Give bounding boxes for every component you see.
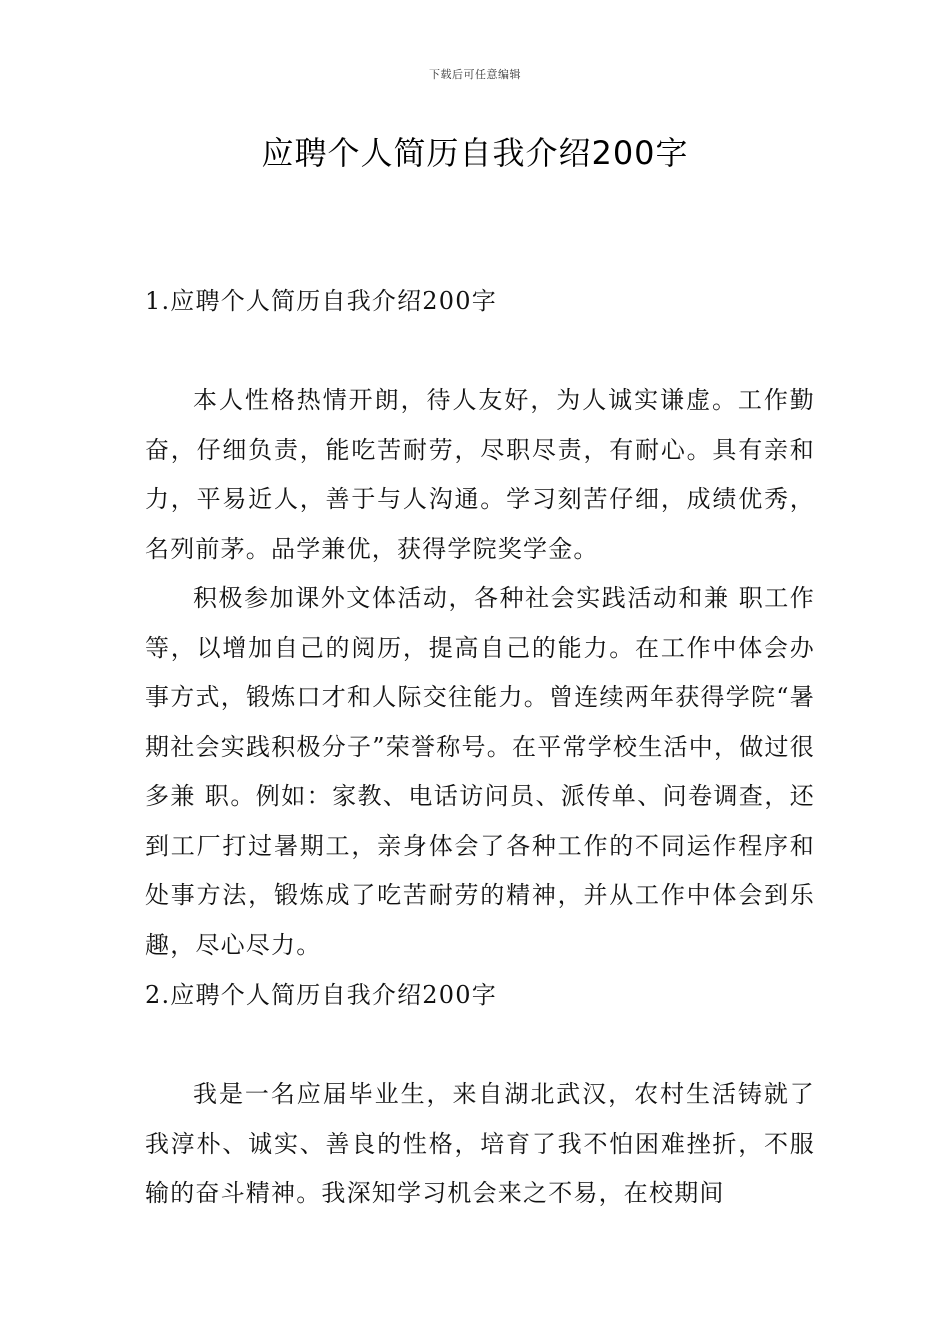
section-1-paragraph-1: 本人性格热情开朗，待人友好，为人诚实谦虚。工作勤奋，仔细负责，能吃苦耐劳，尽职尽责，有耐心。具有亲和力，平易近人，善于与人沟通。学习刻苦仔细，成绩优秀，名列前茅。品学兼优，获得学院奖学金。 [145, 386, 815, 563]
header-note: 下载后可任意编辑 [429, 68, 521, 81]
document-title: 应聘个人简历自我介绍200字 [261, 134, 689, 172]
section-2 [145, 971, 815, 1219]
section-2-heading: 2.应聘个人简历自我介绍200字 [145, 981, 497, 1009]
section-1 [145, 277, 815, 970]
section-2-paragraph-1: 我是一名应届毕业生，来自湖北武汉，农村生活铸就了我淳朴、诚实、善良的性格，培育了我不怕困难挫折，不服输的奋斗精神。我深知学习机会来之不易，在校期间 [145, 1080, 815, 1207]
section-1-paragraph-2: 积极参加课外文体活动，各种社会实践活动和兼 职工作等，以增加自己的阅历，提高自己的能力。在工作中体会办事方式，锻炼口才和人际交往能力。曾连续两年获得学院“暑期社会实践积极分子”荣誉称号。在平常学校生活中，做过很多兼 职。例如：家教、电话访问员、派传单、问卷调查，还到工厂打过暑期工，亲身体会了各种工作的不同运作程序和处事方法，锻炼成了吃苦耐劳的精神，并从工作中体会到乐趣，尽心尽力。 [145, 584, 815, 959]
section-1-heading: 1.应聘个人简历自我介绍200字 [145, 287, 497, 315]
